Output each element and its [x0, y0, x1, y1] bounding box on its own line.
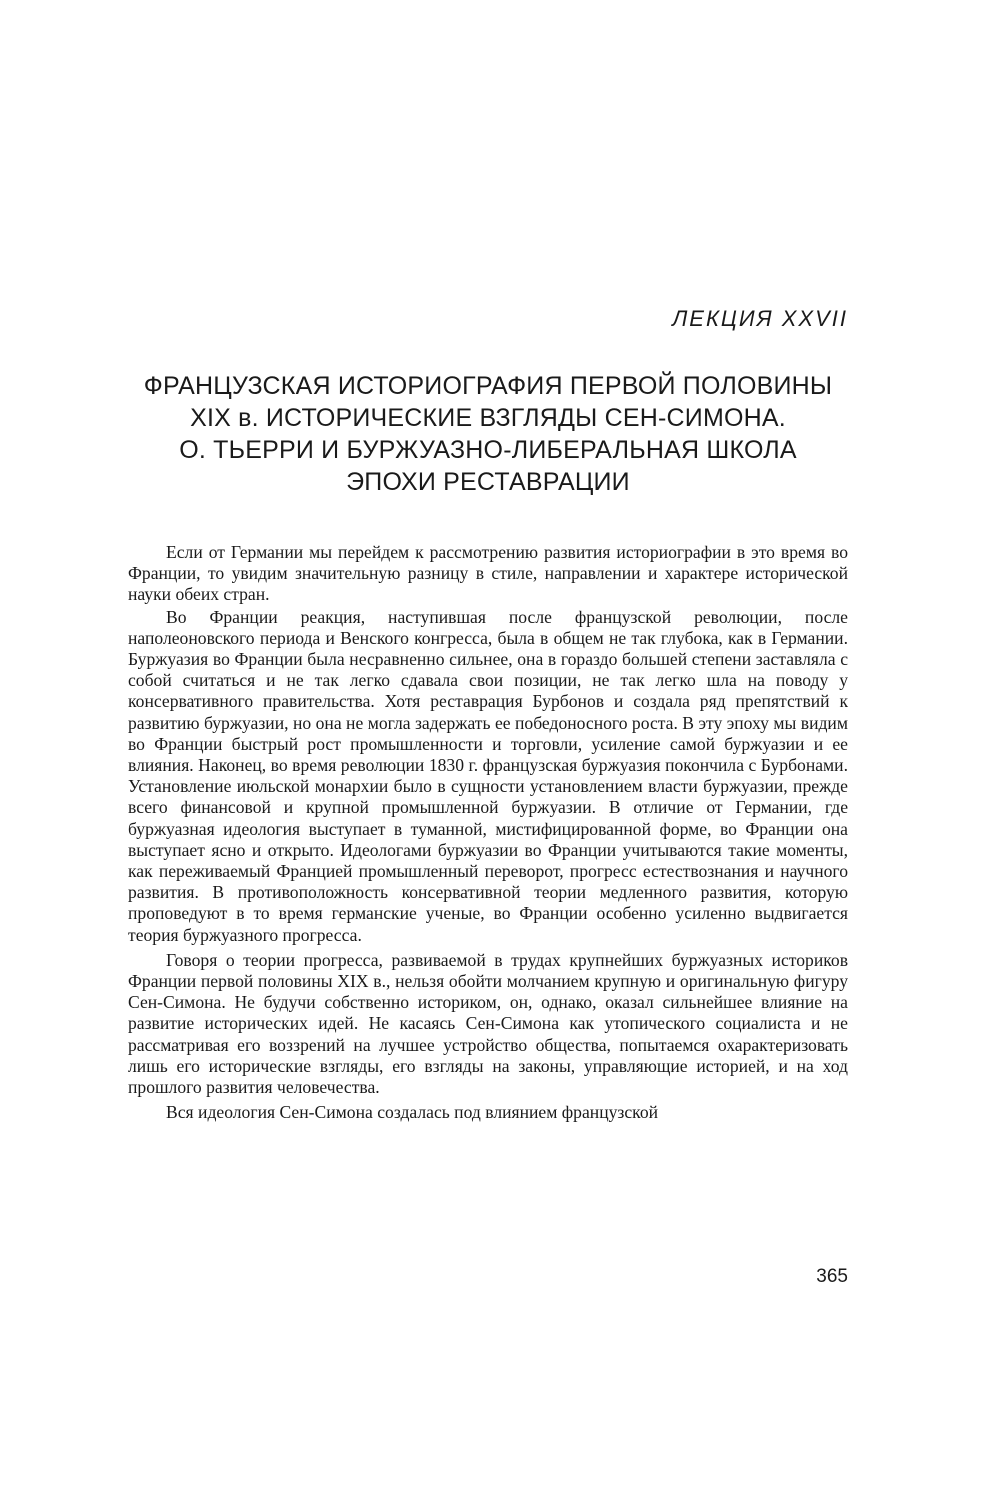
chapter-title-line: О. ТЬЕРРИ И БУРЖУАЗНО-ЛИБЕРАЛЬНАЯ ШКОЛА	[179, 436, 797, 464]
chapter-title-line: XIX в. ИСТОРИЧЕСКИЕ ВЗГЛЯДЫ СЕН-СИМОНА.	[190, 404, 786, 432]
paragraph: Вся идеология Сен-Симона создалась под влиянием французской	[166, 1102, 659, 1123]
paragraph: Во Франции реакция, наступившая после французской революции, после наполеоновского периода и Венского конгресса, была в общем не так глубока, как в Германии. Буржуазия во Франции была несравненно сильнее, она в гораздо большей степени заставляла с собой считаться и не так легко сдавала свои позиции, не так легко шла на поводу у консервативного правительства. Хотя реставрация Бурбонов и создала ряд препятствий к развитию буржуазии, но она не могла задержать ее победоносного роста. В эту эпоху мы видим во Франции быстрый рост промышленности и торговли, усиление самой буржуазии и ее влияния. Наконец, во время революции 1830 г. французская буржуазия покончила с Бурбонами. Установление июльской монархии было в сущности установлением власти буржуазии, прежде всего финансовой и крупной промышленной буржуазии. В отличие от Германии, где буржуазная идеология выступает в туманной, мистифицированной форме, во Франции она выступает ясно и открыто. Идеологами буржуазии во Франции учитываются такие моменты, как переживаемый Францией промышленный переворот, прогресс естествознания и научного развития. В противоположность консервативной теории медленного развития, которую проповедуют в то время германские ученые, во Франции особенно усиленно выдвигается теория буржуазного прогресса.	[128, 606, 848, 945]
body-text	[128, 542, 848, 1124]
chapter-title-line: ЭПОХИ РЕСТАВРАЦИИ	[346, 468, 630, 496]
paragraph: Говоря о теории прогресса, развиваемой в трудах крупнейших буржуазных историков Франции первой половины XIX в., нельзя обойти молчанием крупную и оригинальную фигуру Сен-Симона. Не будучи собственно историком, он, однако, оказал сильнейшее влияние на развитие исторических идей. Не касаясь Сен-Симона как утопического социалиста и не рассматривая его воззрений на лучшее устройство общества, попытаемся охарактеризовать лишь его исторические взгляды, его взгляды на законы, управляющие историей, и на ход прошлого развития человечества.	[128, 949, 848, 1098]
chapter-title	[128, 370, 848, 498]
page-number: 365	[816, 1266, 848, 1287]
paragraph: Если от Германии мы перейдем к рассмотрению развития историографии в это время во Франции, то увидим значительную разницу в стиле, направлении и характере исторической науки обеих стран.	[128, 542, 848, 605]
chapter-title-line: ФРАНЦУЗСКАЯ ИСТОРИОГРАФИЯ ПЕРВОЙ ПОЛОВИНЫ	[143, 372, 833, 400]
document-page	[128, 0, 848, 1494]
lecture-label: ЛЕКЦИЯ XXVII	[672, 306, 848, 331]
